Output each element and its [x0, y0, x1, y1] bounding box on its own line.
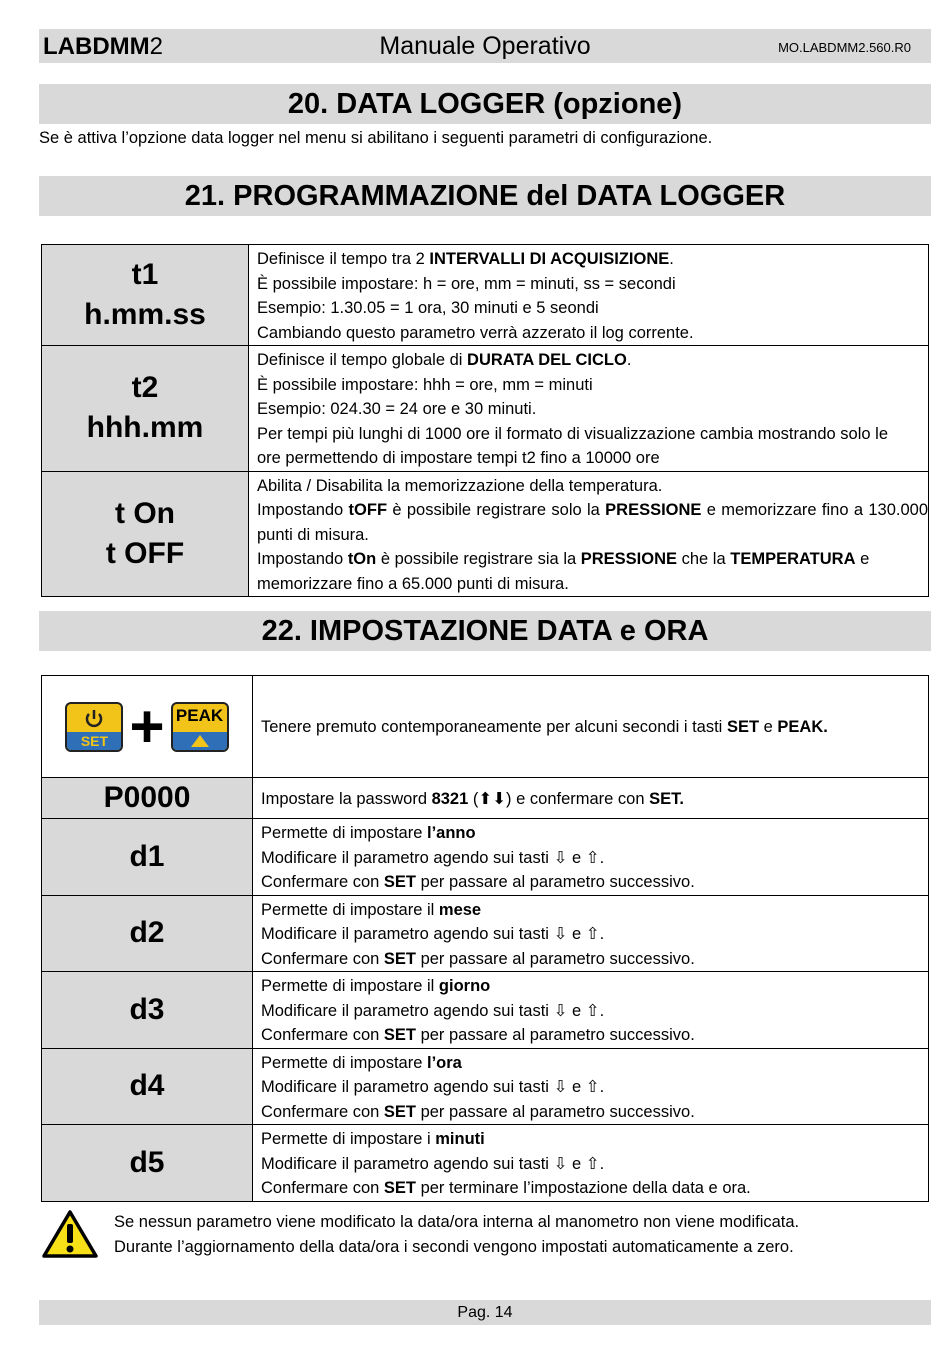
text: . [599, 848, 605, 867]
text: . [599, 1154, 605, 1173]
arrow-up-icon: ⇧ [585, 925, 600, 943]
arrow-down-icon: ⇩ [553, 1001, 568, 1020]
text: per passare al parametro successivo. [415, 1026, 695, 1044]
text: è possibile registrare solo la [387, 501, 606, 519]
text-line [261, 947, 928, 972]
param-description [249, 471, 929, 597]
password-description [253, 778, 929, 819]
text: Confermare con [261, 949, 384, 968]
param-key-line: t2 [131, 371, 159, 405]
text-line [261, 999, 928, 1024]
text: e [567, 1154, 586, 1173]
section-20-intro: Se è attiva l’opzione data logger nel menu si abilitano i seguenti parametri di configurazione. [39, 129, 713, 147]
text: Permette di impostare [261, 824, 427, 842]
text: . [599, 1078, 605, 1096]
table-row [42, 471, 929, 597]
param-description [253, 1048, 929, 1125]
arrow-up-icon: ⇧ [585, 1154, 600, 1173]
date-time-table [41, 675, 929, 1202]
text: Confermare con [261, 1026, 384, 1044]
document-title: Manuale Operativo [379, 32, 591, 60]
text: . [626, 351, 632, 369]
page-number: Pag. 14 [457, 1304, 513, 1321]
text: Modificare il parametro agendo sui tasti [261, 1078, 554, 1096]
text-line [261, 1100, 928, 1125]
text: e [567, 1001, 586, 1020]
text: Permette di impostare i [261, 1130, 436, 1148]
up-down-arrows-icon: ⬆⬇ [478, 789, 507, 808]
table-row [42, 245, 929, 346]
param-key [42, 245, 249, 346]
text: è possibile registrare sia la [376, 550, 581, 568]
table-row [42, 1048, 929, 1125]
param-key-line: t1 [131, 258, 159, 291]
arrow-down-icon: ⇩ [553, 1078, 568, 1096]
table-row [42, 895, 929, 972]
document-code: MO.LABDMM2.560.R0 [778, 40, 911, 55]
text: Impostare la password [261, 789, 432, 808]
warning-note [114, 1210, 799, 1260]
text: Permette di impostare il [261, 900, 439, 919]
table-row [42, 972, 929, 1049]
text: e [759, 718, 778, 737]
text: Impostando [257, 550, 348, 568]
section-21-title: 21. PROGRAMMAZIONE del DATA LOGGER [39, 176, 931, 216]
param-description [249, 346, 929, 472]
text: Impostando [257, 501, 349, 519]
text-bold: SET [383, 873, 416, 891]
text-line [261, 1075, 928, 1100]
param-key: d3 [42, 972, 253, 1049]
text-line: Per tempi più lunghi di 1000 ore il formato di visualizzazione cambia mostrando solo le ore permettendo di impostare tempi t2 fino a 10000 ore [257, 424, 888, 467]
param-description [253, 1125, 929, 1202]
text-line: Abilita / Disabilita la memorizzazione della temperatura. [257, 476, 663, 495]
brand-name: LABDMM [43, 33, 150, 60]
table-row [42, 1125, 929, 1202]
text-bold: 8321 [431, 789, 469, 808]
text: Confermare con [261, 1179, 384, 1197]
text-line [257, 348, 928, 373]
text-line [261, 922, 928, 947]
param-key: P0000 [42, 778, 253, 819]
peak-key-icon [171, 702, 229, 752]
param-description [253, 819, 929, 896]
text-line: Esempio: 1.30.05 = 1 ora, 30 minuti e 5 seondi [257, 299, 599, 317]
key-combination-description [253, 676, 929, 778]
text-bold: SET. [649, 789, 684, 808]
text-bold: TEMPERATURA [730, 550, 856, 568]
text: Permette di impostare [261, 1053, 427, 1072]
text-line [261, 1127, 928, 1152]
text: che la [677, 550, 731, 568]
text: e [567, 1078, 586, 1096]
text: e [567, 848, 586, 867]
text-bold: PRESSIONE [605, 501, 702, 519]
arrow-down-icon: ⇩ [553, 1154, 568, 1173]
text-bold: SET [383, 1102, 416, 1121]
arrow-down-icon: ⇩ [553, 925, 568, 943]
text: Tenere premuto contemporaneamente per alcuni secondi i tasti [261, 718, 727, 737]
text-line [261, 1176, 928, 1201]
arrow-up-icon: ⇧ [585, 848, 600, 867]
text: . [669, 250, 674, 268]
set-key-icon [65, 702, 123, 752]
param-key [42, 471, 249, 597]
keys-illustration [42, 692, 252, 760]
table-row [42, 676, 929, 778]
text-bold: SET [383, 949, 416, 968]
text: . [599, 1001, 605, 1020]
table-row [42, 819, 929, 896]
text-line [261, 870, 928, 895]
text: Modificare il parametro agendo sui tasti [261, 1154, 554, 1173]
text: per passare al parametro successivo. [415, 1102, 695, 1121]
param-key: d5 [42, 1125, 253, 1202]
text: Modificare il parametro agendo sui tasti [261, 1001, 554, 1020]
text-line [261, 846, 928, 871]
section-22-title: 22. IMPOSTAZIONE DATA e ORA [39, 611, 931, 651]
text: per passare al parametro successivo. [415, 873, 695, 891]
text-bold: tOn [347, 550, 377, 568]
text-bold: PRESSIONE [580, 550, 678, 568]
text-bold: l’anno [426, 824, 476, 842]
text-bold: SET [726, 718, 760, 737]
text: Definisce il tempo globale di [257, 351, 468, 369]
param-key-line: t On [115, 496, 175, 530]
text-bold: mese [438, 900, 482, 919]
text: e [567, 925, 586, 943]
text-line: Cambiando questo parametro verrà azzerato il log corrente. [257, 323, 694, 342]
param-key [42, 346, 249, 472]
arrow-up-icon [190, 734, 210, 748]
text-line: È possibile impostare: hhh = ore, mm = minuti [257, 375, 593, 394]
arrow-up-icon: ⇧ [585, 1078, 600, 1096]
param-key: d1 [42, 819, 253, 896]
warning-triangle-icon [41, 1209, 99, 1259]
text-line [261, 1152, 928, 1177]
text: ) e confermare con [506, 789, 650, 808]
text: Modificare il parametro agendo sui tasti [261, 925, 554, 943]
data-logger-table [41, 244, 929, 597]
text: per passare al parametro successivo. [415, 949, 695, 968]
text: Permette di impostare il [261, 977, 439, 995]
param-key-line: hhh.mm [86, 411, 204, 445]
power-icon [83, 708, 105, 730]
table-row [42, 346, 929, 472]
text-paragraph [257, 547, 928, 596]
text-line [261, 821, 928, 846]
text-paragraph [257, 498, 928, 547]
key-combination [42, 676, 253, 778]
text-bold: tOFF [348, 501, 388, 519]
text-line [261, 974, 928, 999]
text: Modificare il parametro agendo sui tasti [261, 848, 554, 867]
text: . [599, 925, 605, 943]
param-description [253, 972, 929, 1049]
text-bold: INTERVALLI DI ACQUISIZIONE [429, 250, 670, 268]
plus-sign: + [129, 692, 165, 760]
param-key: d2 [42, 895, 253, 972]
text-bold: SET [383, 1026, 416, 1044]
text: e memorizzare fino a 130.000 punti di misura. [257, 501, 928, 544]
text: ( [468, 789, 479, 808]
brand-number: 2 [149, 33, 163, 60]
text-bold: SET [383, 1179, 416, 1197]
text-line [257, 247, 928, 272]
text-bold: giorno [438, 977, 491, 995]
text-line: È possibile impostare: h = ore, mm = minuti, ss = secondi [257, 274, 676, 293]
set-key-label: SET [80, 732, 109, 749]
text-bold: DURATA DEL CICLO [467, 351, 627, 369]
text-bold: PEAK. [777, 718, 828, 737]
text-line [261, 1023, 928, 1048]
page-header [39, 29, 931, 63]
warning-line: Durante l’aggiornamento della data/ora i secondi vengono impostati automaticamente a zero. [114, 1238, 794, 1256]
section-20-title: 20. DATA LOGGER (opzione) [39, 84, 931, 124]
text-bold: minuti [435, 1130, 485, 1148]
warning-line: Se nessun parametro viene modificato la data/ora interna al manometro non viene modificata. [114, 1213, 800, 1231]
param-description [253, 895, 929, 972]
text: Definisce il tempo tra 2 [257, 250, 430, 268]
text: Confermare con [261, 873, 384, 891]
text: Confermare con [261, 1102, 384, 1121]
text-line [261, 898, 928, 923]
param-key-line: t OFF [105, 536, 185, 570]
arrow-down-icon: ⇩ [553, 848, 568, 867]
text-line [261, 1051, 928, 1076]
text-bold: l’ora [426, 1053, 462, 1072]
text: per terminare l’impostazione della data e ora. [415, 1179, 751, 1197]
arrow-up-icon: ⇧ [585, 1001, 600, 1020]
param-key-line: h.mm.ss [84, 298, 206, 331]
peak-key-label: PEAK [175, 705, 224, 725]
param-key: d4 [42, 1048, 253, 1125]
text: e memorizzare fino a 65.000 punti di misura. [257, 550, 870, 593]
page-footer [39, 1300, 931, 1325]
text-line: Esempio: 024.30 = 24 ore e 30 minuti. [257, 400, 537, 418]
param-description [249, 245, 929, 346]
table-row [42, 778, 929, 819]
